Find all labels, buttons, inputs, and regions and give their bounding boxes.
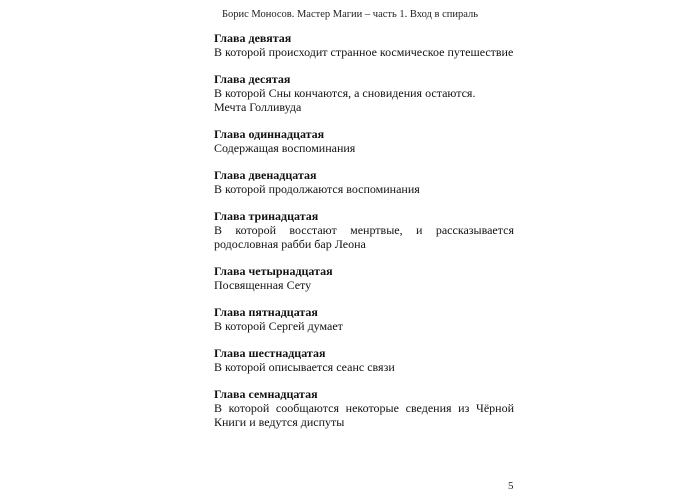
running-header: Борис Моносов. Мастер Магии – часть 1. Вход в спираль bbox=[221, 9, 479, 20]
chapter-description bbox=[214, 223, 514, 251]
toc-entry bbox=[214, 31, 514, 59]
chapter-title: Глава тринадцатая bbox=[214, 209, 319, 223]
toc-entry bbox=[214, 387, 514, 429]
chapter-description bbox=[214, 278, 514, 292]
toc-entry bbox=[214, 264, 514, 292]
chapter-description bbox=[214, 45, 514, 59]
chapter-description bbox=[214, 319, 514, 333]
chapter-description-line: В которой сообщаются некоторые сведения из Чёрной bbox=[214, 401, 514, 415]
chapter-title: Глава шестнадцатая bbox=[214, 346, 326, 360]
chapter-description-line: В которой продолжаются воспоминания bbox=[214, 182, 420, 196]
table-of-contents bbox=[214, 31, 514, 442]
toc-entry bbox=[214, 305, 514, 333]
page-number: 5 bbox=[508, 480, 514, 492]
chapter-title: Глава пятнадцатая bbox=[214, 305, 318, 319]
chapter-description bbox=[214, 360, 514, 374]
chapter-description-line: В которой Сергей думает bbox=[214, 319, 343, 333]
toc-entry bbox=[214, 168, 514, 196]
chapter-title: Глава двенадцатая bbox=[214, 168, 317, 182]
chapter-description-line: Содержащая воспоминания bbox=[214, 141, 356, 155]
chapter-description bbox=[214, 86, 514, 114]
chapter-description-line: родословная рабби бар Леона bbox=[214, 237, 366, 251]
toc-entry bbox=[214, 346, 514, 374]
chapter-description bbox=[214, 401, 514, 429]
chapter-description-line: Посвященная Сету bbox=[214, 278, 312, 292]
chapter-description-line: Книги и ведутся диспуты bbox=[214, 415, 345, 429]
chapter-description bbox=[214, 141, 514, 155]
chapter-description bbox=[214, 182, 514, 196]
toc-entry bbox=[214, 72, 514, 114]
chapter-description-line: В которой Сны кончаются, а сновидения остаются. bbox=[214, 86, 476, 100]
toc-entry bbox=[214, 127, 514, 155]
chapter-title: Глава одиннадцатая bbox=[214, 127, 325, 141]
chapter-title: Глава девятая bbox=[214, 31, 292, 45]
chapter-description-line: В которой происходит странное космическое путешествие bbox=[214, 45, 514, 59]
chapter-title: Глава семнадцатая bbox=[214, 387, 318, 401]
chapter-description-line: В которой восстают менртвые, и рассказывается bbox=[214, 223, 514, 237]
toc-entry bbox=[214, 209, 514, 251]
chapter-title: Глава десятая bbox=[214, 72, 291, 86]
chapter-title: Глава четырнадцатая bbox=[214, 264, 333, 278]
chapter-description-line: Мечта Голливуда bbox=[214, 100, 302, 114]
chapter-description-line: В которой описывается сеанс связи bbox=[214, 360, 395, 374]
